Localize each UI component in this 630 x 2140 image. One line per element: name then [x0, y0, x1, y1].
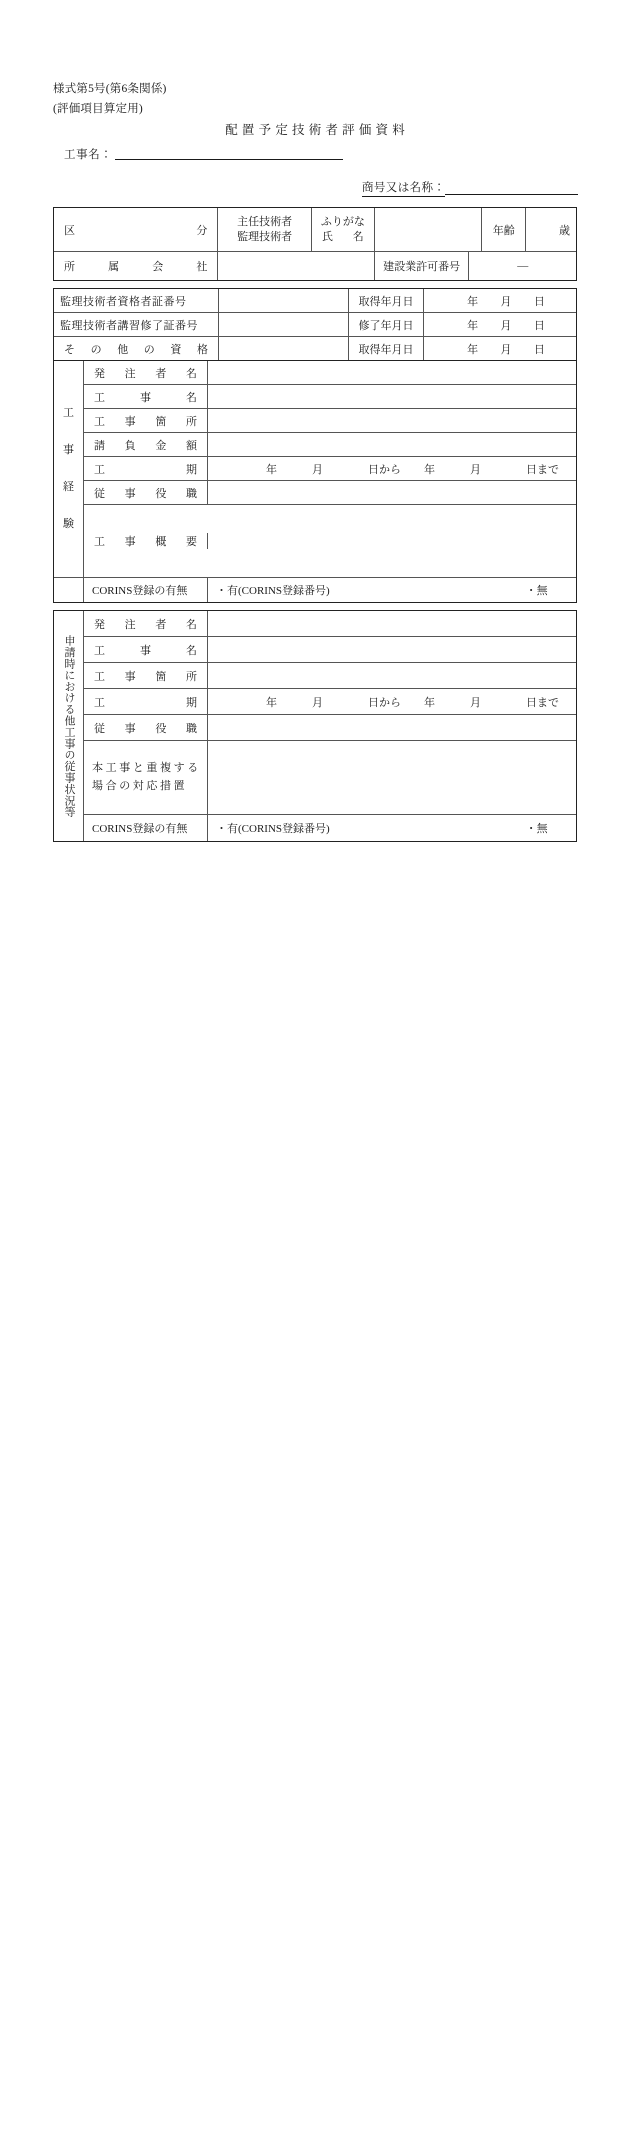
project-location-input[interactable]	[208, 663, 576, 688]
table-row	[54, 337, 576, 361]
acquire-date-label-1: 取得年月日	[349, 289, 424, 312]
month-label: 月	[500, 295, 512, 308]
corins-no-option[interactable]: ・無	[525, 823, 548, 835]
form-number: 様式第5号(第6条関係)	[53, 83, 167, 95]
completion-date-label: 修了年月日	[349, 313, 424, 336]
start-day-label: 日から	[368, 463, 401, 476]
label-char-2: 事	[124, 487, 136, 500]
contract-amount-input[interactable]	[208, 433, 576, 456]
table-row	[84, 457, 576, 481]
company-name-input[interactable]	[218, 252, 374, 280]
company-name-field[interactable]	[362, 179, 578, 197]
sonota-char-1: そ	[64, 344, 75, 356]
day-label: 日	[533, 319, 545, 332]
label-char-1: 工	[94, 536, 105, 548]
label-char-4: 名	[185, 618, 197, 631]
label-char-3: 箇	[155, 415, 167, 428]
table-row	[84, 741, 576, 815]
project-name-input[interactable]	[208, 385, 576, 408]
corins-row	[84, 815, 576, 841]
kubun-label-cell	[54, 208, 218, 251]
sonota-char-6: 格	[196, 344, 208, 356]
label-char-1: 工	[94, 463, 105, 476]
sonota-char-3: 他	[117, 344, 129, 356]
label-char-1: 工	[94, 391, 105, 404]
shozoku-char-4: 社	[196, 261, 208, 273]
label-char-1: 工	[94, 696, 105, 709]
label-char-4: 名	[185, 367, 197, 380]
age-value-cell[interactable]	[526, 208, 576, 251]
project-location-label	[84, 663, 208, 688]
label-char-4: 要	[185, 536, 197, 548]
label-char-1: 従	[94, 487, 105, 500]
work-name-rule	[115, 159, 343, 160]
table-row	[54, 252, 576, 280]
label-char-1: 工	[94, 415, 105, 428]
other-projects-table	[53, 610, 577, 842]
form-subtitle: (評価項目算定用)	[53, 103, 143, 115]
label-char-2: 事	[140, 644, 151, 657]
shozoku-char-2: 属	[108, 261, 120, 273]
day-label: 日	[533, 295, 545, 308]
corins-row	[54, 577, 576, 602]
name-char-1: 氏	[321, 230, 333, 243]
project-location-input[interactable]	[208, 409, 576, 432]
supervisor-cert-label: 監理技術者資格者証番号	[54, 289, 219, 312]
start-month-label: 月	[312, 463, 323, 476]
end-month-label: 月	[470, 696, 481, 709]
label-char-4: 職	[185, 722, 197, 735]
company-name-rule	[445, 194, 578, 195]
shozoku-char-3: 会	[152, 261, 164, 273]
document-page	[0, 0, 630, 916]
corins-options[interactable]	[208, 578, 576, 602]
project-name-label	[84, 385, 208, 408]
age-label-cell: 年齢	[482, 208, 526, 251]
table-row	[84, 505, 576, 577]
table-row	[84, 409, 576, 433]
work-experience-side-label	[54, 361, 84, 577]
engineer-name-input[interactable]	[375, 208, 483, 251]
table-row	[54, 208, 576, 252]
supervisor-cert-input[interactable]	[219, 289, 349, 312]
kubun-char-2: 分	[196, 224, 208, 237]
table-row	[54, 313, 576, 337]
end-year-label: 年	[424, 696, 435, 709]
label-char-3: 者	[155, 618, 167, 631]
project-summary-label	[84, 533, 208, 549]
overlap-measure-line2: 場合の対応措置	[92, 779, 188, 792]
other-qualification-input[interactable]	[219, 337, 349, 361]
label-char-3: 役	[155, 722, 167, 735]
work-experience-table	[53, 360, 577, 603]
day-label: 日	[533, 344, 545, 356]
corins-label-value: CORINS登録の有無	[92, 823, 188, 835]
other-projects-side-label	[54, 611, 84, 841]
label-char-4: 所	[185, 670, 197, 683]
label-char-2: 事	[124, 670, 136, 683]
table-row	[84, 361, 576, 385]
label-char-3: 箇	[155, 670, 167, 683]
shozoku-char-1: 所	[64, 261, 75, 273]
table-row	[84, 689, 576, 715]
label-char-2: 注	[124, 618, 136, 631]
orderer-name-input[interactable]	[208, 361, 576, 384]
chief-engineer-label: 主任技術者	[237, 215, 293, 228]
month-label: 月	[500, 319, 512, 332]
furigana-label: ふりがな	[320, 215, 365, 228]
overlap-measure-line1: 本工事と重複する	[92, 762, 201, 775]
start-month-label: 月	[312, 696, 323, 709]
table-row	[84, 715, 576, 741]
label-char-1: 請	[94, 439, 105, 452]
period-label	[84, 689, 208, 714]
kubun-char-1: 区	[64, 224, 75, 237]
engineer-type-cell	[218, 208, 312, 251]
company-label-cell	[54, 252, 218, 280]
side-char-4: 験	[63, 518, 74, 530]
corins-no-option[interactable]: ・無	[525, 585, 548, 597]
table-row	[54, 289, 576, 313]
age-unit-label: 歳	[559, 224, 570, 237]
corins-yes-option[interactable]: ・有(CORINS登録番号)	[216, 585, 330, 597]
period-input[interactable]	[208, 457, 576, 480]
table-row	[84, 637, 576, 663]
role-input[interactable]	[208, 481, 576, 504]
overlap-measure-label	[84, 741, 208, 814]
table-row	[84, 385, 576, 409]
label-char-2: 事	[124, 722, 136, 735]
table-row	[84, 481, 576, 505]
label-char-2: 期	[186, 696, 197, 709]
end-day-label: 日まで	[526, 463, 559, 476]
end-year-label: 年	[424, 463, 435, 476]
label-char-3: 役	[155, 487, 167, 500]
corins-options[interactable]	[208, 815, 576, 841]
label-char-4: 額	[185, 439, 197, 452]
orderer-name-label	[84, 611, 208, 636]
year-label: 年	[467, 344, 479, 356]
side-char-2: 事	[63, 444, 74, 456]
side-char-1: 工	[63, 407, 74, 419]
table-row	[84, 663, 576, 689]
label-char-2: 負	[124, 439, 136, 452]
license-number-input[interactable]: —	[517, 260, 529, 272]
start-day-label: 日から	[368, 696, 401, 709]
label-char-4: 所	[185, 415, 197, 428]
work-name-field[interactable]	[64, 146, 343, 162]
corins-label-value: CORINS登録の有無	[92, 585, 188, 597]
contract-amount-label	[84, 433, 208, 456]
sonota-char-2: の	[90, 344, 102, 356]
table-row	[84, 611, 576, 637]
acquire-date-label-2: 取得年月日	[349, 337, 424, 361]
sonota-char-5: 資	[170, 344, 182, 356]
label-char-2: 事	[124, 536, 136, 548]
orderer-name-label	[84, 361, 208, 384]
corins-label-text	[90, 582, 201, 598]
project-name-label	[84, 637, 208, 662]
role-label	[84, 481, 208, 504]
year-label: 年	[467, 319, 479, 332]
overlap-measure-input[interactable]	[208, 741, 576, 814]
work-name-label: 工事名：	[64, 149, 113, 161]
project-location-label	[84, 409, 208, 432]
side-char-3: 経	[63, 481, 74, 493]
company-name-label: 商号又は名称：	[362, 179, 445, 197]
license-number-label: 建設業許可番号	[375, 252, 470, 280]
label-char-2: 事	[140, 391, 151, 404]
supervising-engineer-label: 監理技術者	[237, 230, 293, 243]
label-char-1: 発	[94, 618, 105, 631]
label-char-3: 名	[186, 644, 197, 657]
start-year-label: 年	[266, 463, 277, 476]
label-char-3: 者	[155, 367, 167, 380]
role-input[interactable]	[208, 715, 576, 740]
period-input[interactable]	[208, 689, 576, 714]
label-char-2: 注	[124, 367, 136, 380]
table-row	[84, 433, 576, 457]
corins-label	[84, 578, 208, 602]
label-char-2: 事	[124, 415, 136, 428]
training-cert-input[interactable]	[219, 313, 349, 336]
end-day-label: 日まで	[526, 696, 559, 709]
year-label: 年	[467, 295, 479, 308]
label-char-3: 金	[155, 439, 167, 452]
orderer-name-input[interactable]	[208, 611, 576, 636]
label-char-3: 名	[186, 391, 197, 404]
classification-table	[53, 207, 577, 281]
corins-yes-option[interactable]: ・有(CORINS登録番号)	[216, 823, 330, 835]
label-char-1: 発	[94, 367, 105, 380]
label-char-1: 工	[94, 670, 105, 683]
other-qualification-label	[54, 337, 219, 361]
acquire-date-input-2[interactable]	[424, 337, 576, 361]
training-cert-label: 監理技術者講習修了証番号	[54, 313, 219, 336]
role-label	[84, 715, 208, 740]
project-name-input[interactable]	[208, 637, 576, 662]
start-year-label: 年	[266, 696, 277, 709]
corins-label	[84, 815, 208, 841]
sonota-char-4: の	[143, 344, 155, 356]
side-label-text: 申請時における他工事の従事状況等	[63, 634, 75, 818]
completion-date-input[interactable]	[424, 313, 576, 336]
label-char-1: 工	[94, 644, 105, 657]
label-char-1: 従	[94, 722, 105, 735]
qualification-table	[53, 288, 577, 362]
name-char-2: 名	[352, 230, 364, 243]
label-char-4: 職	[185, 487, 197, 500]
month-label: 月	[500, 344, 512, 356]
period-label	[84, 457, 208, 480]
label-char-2: 期	[186, 463, 197, 476]
end-month-label: 月	[470, 463, 481, 476]
acquire-date-input-1[interactable]	[424, 289, 576, 312]
corins-side-spacer	[54, 578, 84, 602]
page-title: 配置予定技術者評価資料	[225, 123, 409, 137]
label-char-3: 概	[155, 536, 167, 548]
name-label-cell	[312, 208, 375, 251]
